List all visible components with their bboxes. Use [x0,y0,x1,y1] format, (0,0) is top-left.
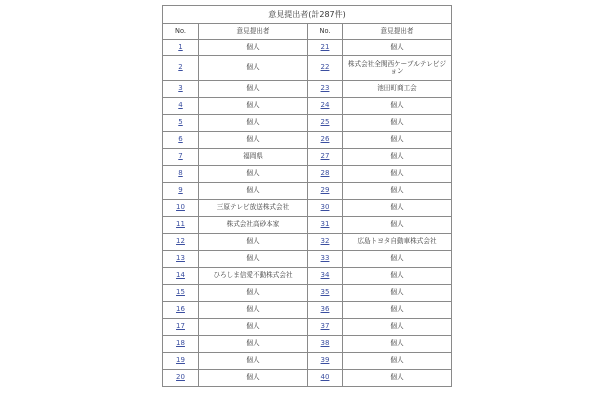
row-number-cell [308,285,343,302]
submitter-name-cell: 株式会社全関西ケーブルテレビジョン [343,56,452,81]
entry-link[interactable]: 2 [178,63,183,72]
table-row [163,166,452,183]
row-number-cell [308,56,343,81]
entry-link[interactable]: 27 [320,152,330,161]
table-row [163,183,452,200]
row-number-cell [308,234,343,251]
submitter-name-cell: 個人 [199,40,308,56]
submitter-name-cell: 個人 [199,98,308,115]
submitter-name-cell: 個人 [343,268,452,285]
submitter-name-cell: 個人 [199,166,308,183]
table-row [163,268,452,285]
submitter-name-cell: 個人 [199,251,308,268]
submitter-name-cell: 広島トヨタ自動車株式会社 [343,234,452,251]
row-number-cell [163,200,199,217]
table-row [163,336,452,353]
table-row [163,132,452,149]
entry-link[interactable]: 26 [320,135,330,144]
submitter-name-cell: 個人 [199,353,308,370]
row-number-cell [163,319,199,336]
row-number-cell [308,98,343,115]
header-name-right: 意見提出者 [343,24,452,40]
entry-link[interactable]: 36 [320,305,330,314]
table-row [163,285,452,302]
submitter-name-cell: 個人 [199,302,308,319]
row-number-cell [163,353,199,370]
submitter-name-cell: 個人 [199,370,308,387]
submitter-name-cell: 株式会社高砂本家 [199,217,308,234]
submitter-name-cell: 個人 [199,319,308,336]
entry-link[interactable]: 6 [178,135,183,144]
table-body [163,6,452,387]
entry-link[interactable]: 17 [176,322,185,331]
row-number-cell [308,200,343,217]
submitter-name-cell: 個人 [343,183,452,200]
entry-link[interactable]: 13 [176,254,185,263]
submitter-name-cell: 個人 [343,166,452,183]
entry-link[interactable]: 33 [320,254,330,263]
entry-link[interactable]: 35 [320,288,330,297]
table-row [163,302,452,319]
entry-link[interactable]: 9 [178,186,183,195]
table-row [163,81,452,98]
row-number-cell [308,132,343,149]
table-row [163,200,452,217]
submitter-name-cell: 個人 [199,285,308,302]
row-number-cell [308,336,343,353]
submitters-table-container [162,5,451,387]
row-number-cell [163,40,199,56]
entry-link[interactable]: 1 [178,42,183,51]
row-number-cell [163,234,199,251]
submitter-name-cell: 個人 [343,200,452,217]
submitter-name-cell: 個人 [199,81,308,98]
submitter-name-cell: 個人 [343,98,452,115]
entry-link[interactable]: 11 [176,220,185,229]
table-row [163,370,452,387]
entry-link[interactable]: 30 [320,203,330,212]
entry-link[interactable]: 40 [320,373,330,382]
submitters-table [162,5,452,387]
header-row [163,24,452,40]
table-row [163,56,452,81]
header-no-right: No. [308,24,343,40]
entry-link[interactable]: 22 [320,63,330,72]
submitter-name-cell: 個人 [343,336,452,353]
table-row [163,98,452,115]
table-row [163,217,452,234]
submitter-name-cell: 個人 [199,234,308,251]
row-number-cell [308,81,343,98]
header-no-left: No. [163,24,199,40]
row-number-cell [308,115,343,132]
entry-link[interactable]: 7 [178,152,183,161]
row-number-cell [308,251,343,268]
entry-link[interactable]: 25 [320,118,330,127]
entry-link[interactable]: 34 [320,271,330,280]
entry-link[interactable]: 29 [320,186,330,195]
entry-link[interactable]: 5 [178,118,183,127]
entry-link[interactable]: 23 [320,84,330,93]
entry-link[interactable]: 37 [320,322,330,331]
submitter-name-cell: 福岡県 [199,149,308,166]
row-number-cell [163,302,199,319]
row-number-cell [163,285,199,302]
entry-link[interactable]: 21 [320,42,330,51]
entry-link[interactable]: 16 [176,305,185,314]
row-number-cell [163,336,199,353]
entry-link[interactable]: 38 [320,339,330,348]
submitter-name-cell: 個人 [343,353,452,370]
submitter-name-cell: 池田町商工会 [343,81,452,98]
entry-link[interactable]: 24 [320,101,330,110]
row-number-cell [163,56,199,81]
entry-link[interactable]: 20 [176,373,185,382]
submitter-name-cell: 個人 [199,132,308,149]
entry-link[interactable]: 8 [178,169,183,178]
entry-link[interactable]: 15 [176,288,185,297]
submitter-name-cell: 個人 [343,370,452,387]
row-number-cell [308,370,343,387]
table-row [163,319,452,336]
row-number-cell [163,166,199,183]
row-number-cell [308,166,343,183]
submitter-name-cell: ひろしま信愛不動株式会社 [199,268,308,285]
table-row [163,40,452,56]
row-number-cell [308,302,343,319]
header-name-left: 意見提出者 [199,24,308,40]
submitter-name-cell: 個人 [343,285,452,302]
submitter-name-cell: 個人 [343,40,452,56]
entry-link[interactable]: 28 [320,169,330,178]
submitter-name-cell: 個人 [199,56,308,81]
table-row [163,234,452,251]
submitter-name-cell: 個人 [199,115,308,132]
row-number-cell [308,149,343,166]
table-title: 意見提出者(計287件) [163,6,452,24]
row-number-cell [163,251,199,268]
entry-link[interactable]: 31 [320,220,330,229]
submitter-name-cell: 個人 [343,217,452,234]
submitter-name-cell: 個人 [199,336,308,353]
row-number-cell [163,81,199,98]
row-number-cell [308,40,343,56]
submitter-name-cell: 個人 [343,319,452,336]
row-number-cell [163,132,199,149]
row-number-cell [163,183,199,200]
entry-link[interactable]: 3 [178,84,183,93]
entry-link[interactable]: 18 [176,339,185,348]
submitter-name-cell: 個人 [343,251,452,268]
submitter-name-cell: 個人 [343,115,452,132]
table-row [163,115,452,132]
row-number-cell [163,268,199,285]
row-number-cell [163,149,199,166]
row-number-cell [308,217,343,234]
entry-link[interactable]: 19 [176,356,185,365]
entry-link[interactable]: 10 [176,203,185,212]
submitter-name-cell: 個人 [343,149,452,166]
submitter-name-cell: 個人 [343,132,452,149]
title-row [163,6,452,24]
table-row [163,353,452,370]
submitter-name-cell: 個人 [199,183,308,200]
submitter-name-cell: 個人 [343,302,452,319]
entry-link[interactable]: 4 [178,101,183,110]
entry-link[interactable]: 39 [320,356,330,365]
row-number-cell [163,115,199,132]
row-number-cell [163,98,199,115]
row-number-cell [163,217,199,234]
row-number-cell [308,319,343,336]
row-number-cell [308,183,343,200]
entry-link[interactable]: 12 [176,237,185,246]
entry-link[interactable]: 32 [320,237,330,246]
submitter-name-cell: 三原テレビ放送株式会社 [199,200,308,217]
row-number-cell [308,353,343,370]
row-number-cell [163,370,199,387]
table-row [163,251,452,268]
entry-link[interactable]: 14 [176,271,185,280]
table-row [163,149,452,166]
row-number-cell [308,268,343,285]
